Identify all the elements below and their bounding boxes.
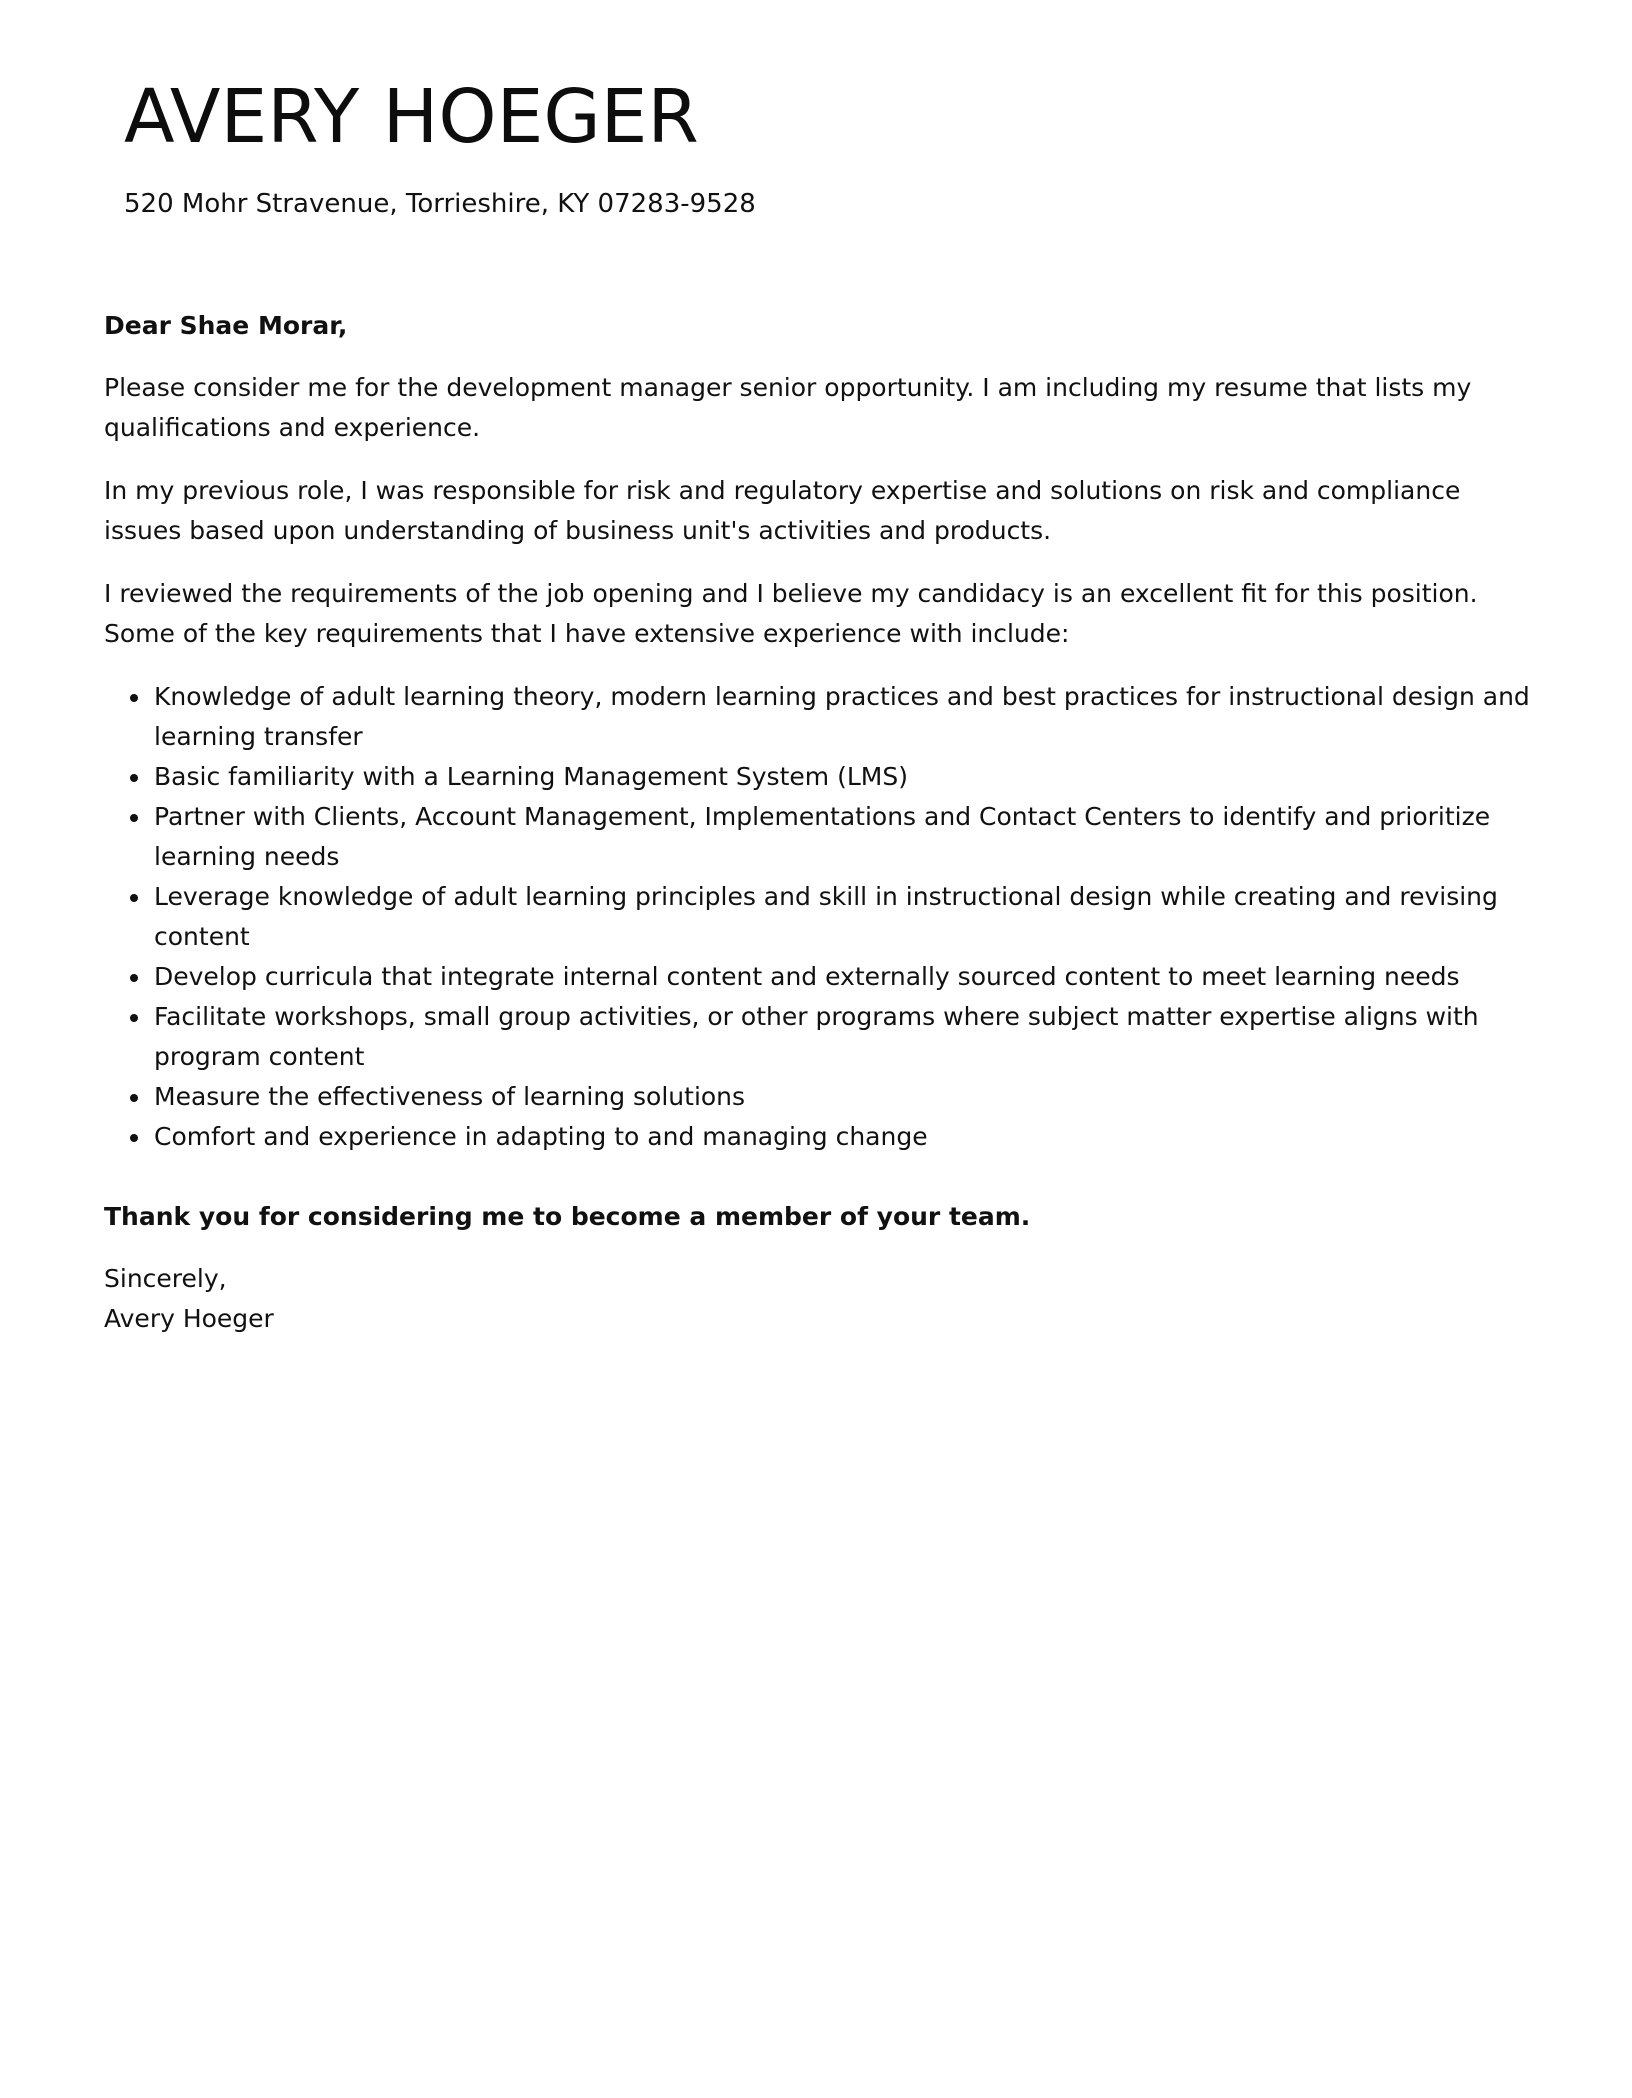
letter-body: [104, 306, 1534, 1339]
applicant-address: 520 Mohr Stravenue, Torrieshire, KY 07283-9528: [124, 189, 756, 219]
list-item: • Comfort and experience in adapting to and managing change: [152, 1117, 1534, 1157]
thank-you-line: Thank you for considering me to become a member of your team.: [104, 1202, 1031, 1231]
list-item: • Partner with Clients, Account Management, Implementations and Contact Centers to identify and prioritize learning needs: [152, 797, 1534, 877]
closing-phrase: Sincerely,: [104, 1264, 227, 1293]
letter-header: [124, 72, 1424, 222]
closing: [104, 1259, 1534, 1339]
applicant-name: AVERY HOEGER: [124, 74, 699, 160]
paragraph-intro: Please consider me for the development manager senior opportunity. I am including my resume that lists my qualifications and experience.: [104, 373, 1472, 442]
paragraph-previous-role: In my previous role, I was responsible for risk and regulatory expertise and solutions on risk and compliance issues based upon understanding of business unit's activities and products.: [104, 476, 1461, 545]
list-item: • Basic familiarity with a Learning Management System (LMS): [152, 757, 1534, 797]
requirements-list: [104, 677, 1534, 1157]
list-item: • Facilitate workshops, small group activities, or other programs where subject matter expertise aligns with program content: [152, 997, 1534, 1077]
paragraph-requirements-intro: I reviewed the requirements of the job opening and I believe my candidacy is an excellent fit for this position. Some of the key requirements that I have extensive experience with include:: [104, 579, 1478, 648]
signature-name: Avery Hoeger: [104, 1304, 274, 1333]
list-item: • Measure the effectiveness of learning solutions: [152, 1077, 1534, 1117]
list-item: • Leverage knowledge of adult learning principles and skill in instructional design while creating and revising content: [152, 877, 1534, 957]
list-item: • Develop curricula that integrate internal content and externally sourced content to meet learning needs: [152, 957, 1534, 997]
salutation: Dear Shae Morar,: [104, 311, 348, 340]
list-item: • Knowledge of adult learning theory, modern learning practices and best practices for instructional design and learning transfer: [152, 677, 1534, 757]
